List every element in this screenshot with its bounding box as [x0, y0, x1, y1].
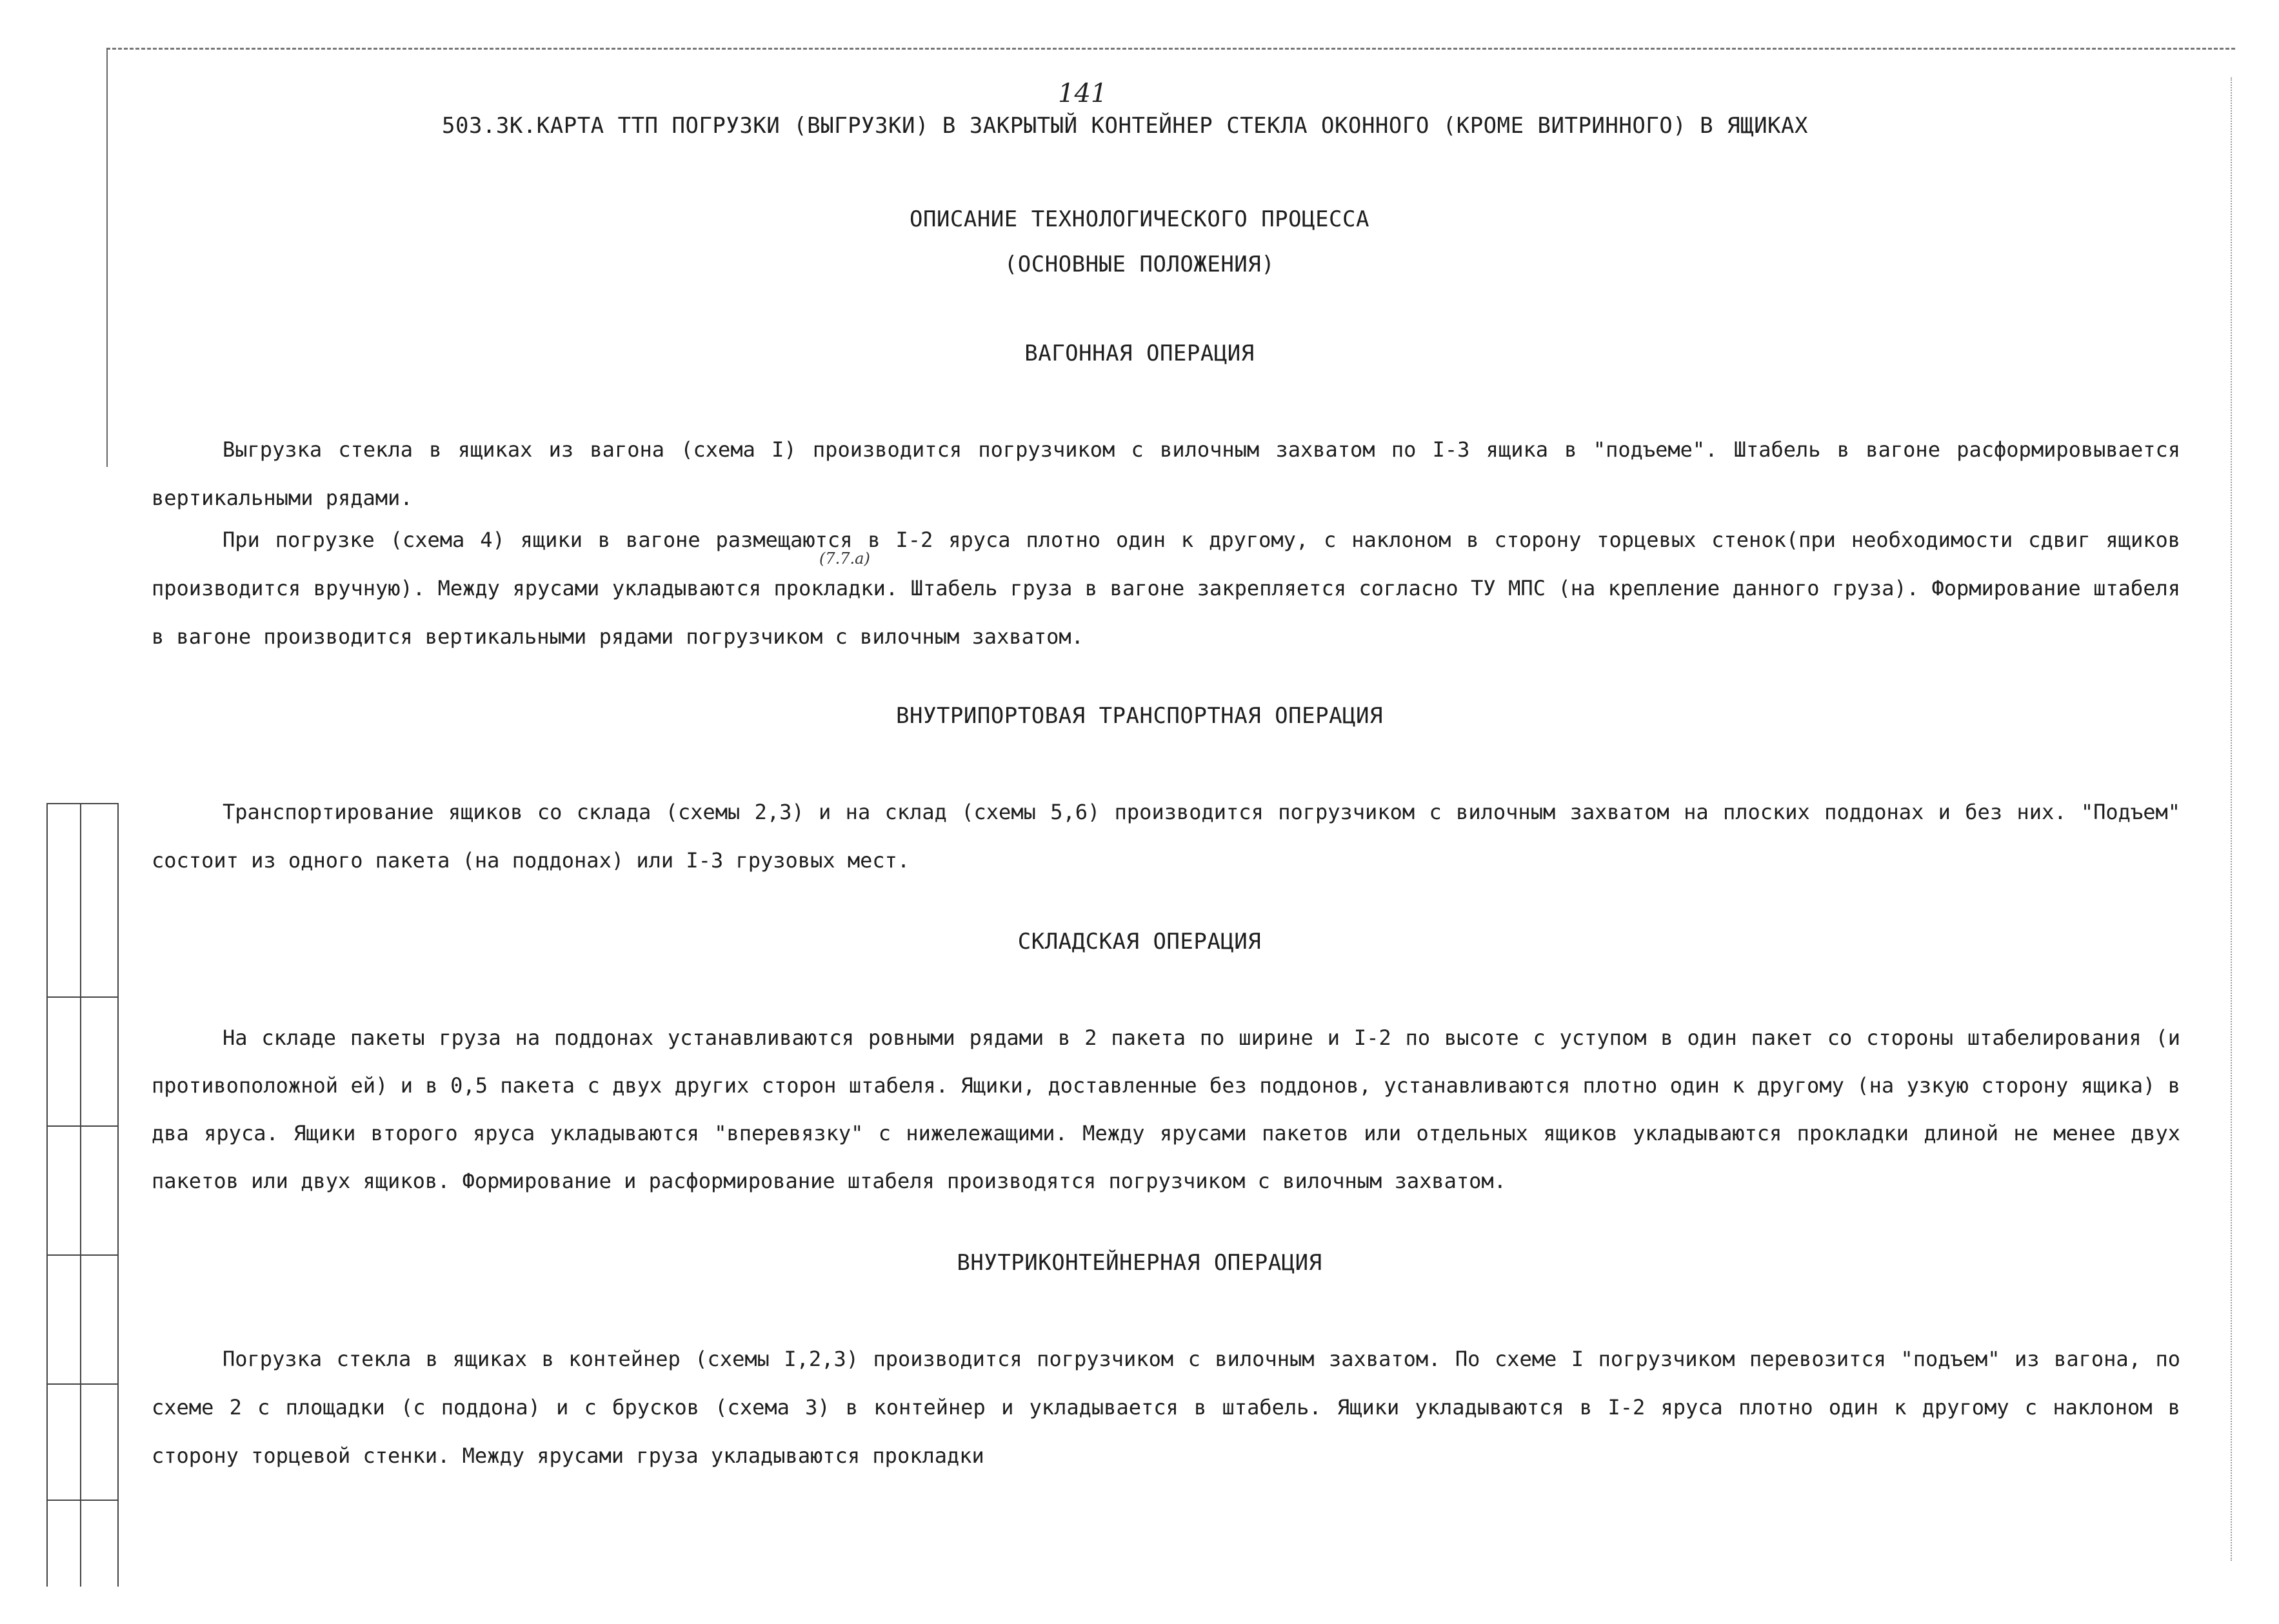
handwritten-insert: (7.7.а) [819, 550, 870, 568]
paragraph-container: Погрузка стекла в ящиках в контейнер (схемы I,2,3) производится погрузчиком с вилочным захватом. По схеме I погрузчиком перевозится "подъем" из вагона, по схеме 2 с площадки (с поддона) и с брусков (схема 3) в контейнер и укладывается в штабель. Ящики укладываются в I-2 яруса плотно один к другому с наклоном в сторону торцевой стенки. Между ярусами груза укладываются прокладки [152, 1347, 2180, 1468]
page-title: 503.ЗК.КАРТА ТТП ПОГРУЗКИ (ВЫГРУЗКИ) В ЗАКРЫТЫЙ КОНТЕЙНЕР СТЕКЛА ОКОННОГО (КРОМЕ ВИТРИННОГО) В ЯЩИКАХ [442, 113, 1808, 139]
paragraph-wagon-loading: При погрузке (схема 4) ящики в вагоне размещаются в I-2 яруса плотно один к другому, с наклоном в сторону торцевых стенок(при необходимости сдвиг ящиков производится вручную). Между ярусами укладываются прокладки. Штабель груза в вагоне закрепляется согласно ТУ МПС (на крепление данного груза). Формирование штабеля в вагоне производится вертикальными рядами погрузчиком с вилочным захватом. [152, 528, 2180, 649]
section-heading-container: ВНУТРИКОНТЕЙНЕРНАЯ ОПЕРАЦИЯ [957, 1250, 1322, 1276]
page-number: 141 [1058, 79, 1108, 108]
scan-frame-right [2231, 77, 2232, 1561]
paragraph-wagon-unloading: Выгрузка стекла в ящиках из вагона (схема I) производится погрузчиком с вилочным захватом по I-3 ящика в "подъеме". Штабель в вагоне расформировывается вертикальными рядами. [152, 437, 2180, 510]
scan-frame-top [106, 48, 2235, 50]
paragraph-warehouse: На складе пакеты груза на поддонах устанавливаются ровными рядами в 2 пакета по ширине и I-2 по высоте с уступом в один пакет со стороны штабелирования (и противоположной ей) и в 0,5 пакета с двух других сторон штабеля. Ящики, доставленные без поддонов, устанавливаются плотно один к другому (на узкую сторону ящика) в два яруса. Ящики второго яруса укладываются "вперевязку" с нижележащими. Между ярусами пакетов или отдельных ящиков укладываются прокладки длиной не менее двух пакетов или двух ящиков. Формирование и расформирование штабеля производятся погрузчиком с вилочным захватом. [152, 1025, 2180, 1193]
paragraph-transport: Транспортирование ящиков со склада (схемы 2,3) и на склад (схемы 5,6) производится погрузчиком с вилочным захватом на плоских поддонах и без них. "Подъем" состоит из одного пакета (на поддонах) или I-3 грузовых мест. [152, 800, 2180, 873]
section-heading-warehouse: СКЛАДСКАЯ ОПЕРАЦИЯ [1017, 929, 1262, 955]
margin-stamp [46, 803, 117, 1587]
description-subheading: (ОСНОВНЫЕ ПОЛОЖЕНИЯ) [1004, 252, 1275, 277]
section-heading-transport: ВНУТРИПОРТОВАЯ ТРАНСПОРТНАЯ ОПЕРАЦИЯ [896, 703, 1383, 729]
description-heading: ОПИСАНИЕ ТЕХНОЛОГИЧЕСКОГО ПРОЦЕССА [910, 206, 1369, 232]
section-heading-wagon: ВАГОННАЯ ОПЕРАЦИЯ [1024, 341, 1255, 366]
